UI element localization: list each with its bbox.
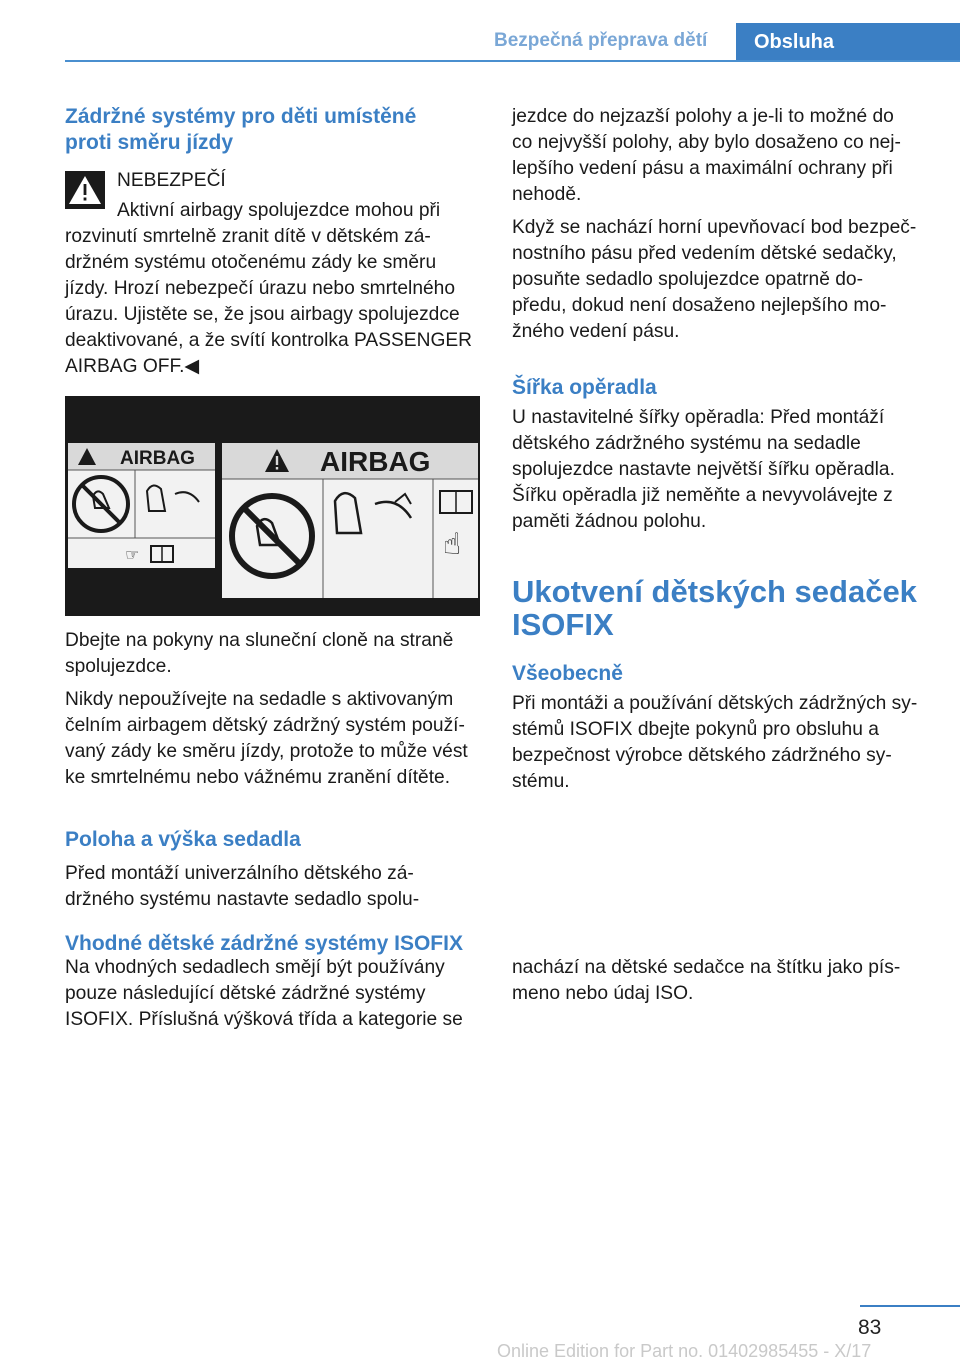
heading-line: proti směru jízdy	[65, 131, 234, 154]
text-line: nehodě.	[512, 184, 582, 205]
warning-line: držném systému otočenému zády ke směru	[65, 252, 437, 273]
warning-line: rozvinutí smrtelně zranit dítě v dětském zá‐	[65, 226, 431, 247]
text-line: stému.	[512, 771, 570, 792]
header-rule	[65, 60, 960, 62]
paragraph-sun-visor	[65, 628, 485, 680]
edition-note: Online Edition for Part no. 01402985455 - X/17	[497, 1341, 872, 1361]
text-line: ke smrtelnému nebo vážnému zranění dítěte.	[65, 767, 451, 788]
text-line: nachází na dětské sedačce na štítku jako pís‐	[512, 957, 901, 978]
text-line: Když se nachází horní upevňovací bod bezpeč‐	[512, 217, 917, 238]
text-line: nostního pásu před vedením dětské sedačky,	[512, 243, 897, 264]
text-line: U nastavitelné šířky opěradla: Před montáží	[512, 407, 885, 428]
text-line: žného vedení pásu.	[512, 321, 680, 342]
text-line: předu, dokud není dosaženo nejlepšího mo‐	[512, 295, 887, 316]
text-line: čelním airbagem dětský zádržný systém použí‐	[65, 715, 465, 736]
text-line: bezpečnost výrobce dětského zádržného sy‐	[512, 745, 892, 766]
text-line: meno nebo údaj ISO.	[512, 983, 694, 1004]
text-line: paměti žádnou polohu.	[512, 511, 707, 532]
warning-block	[65, 168, 485, 380]
heading-line: Zádržné systémy pro děti umístěné	[65, 105, 417, 128]
pointing-hand-icon: ☞	[125, 545, 140, 564]
warning-line: úrazu. Ujistěte se, že jsou airbagy spolujezdce	[65, 304, 460, 325]
warning-line: jízdy. Hrozí nebezpečí úrazu nebo smrtelného	[65, 278, 455, 299]
paragraph-seat-continued	[512, 104, 942, 208]
text-line: Dbejte na pokyny na sluneční cloně na straně	[65, 630, 454, 651]
paragraph-backrest-width	[512, 405, 942, 535]
paragraph-anchor-point	[512, 215, 942, 345]
text-line: Při montáži a používání dětských zádržných sy‐	[512, 693, 918, 714]
text-line: posuňte sedadlo spolujezdce opatrně do‐	[512, 269, 863, 290]
text-line: pouze následující dětské zádržné systémy	[65, 983, 426, 1004]
section-heading-suitable-isofix: Vhodné dětské zádržné systémy ISOFIX	[65, 932, 463, 955]
paragraph-general	[512, 691, 942, 795]
section-heading-backrest-width: Šířka opěradla	[512, 376, 657, 399]
text-line: Šířku opěradla již neměňte a nevyvolávejte z	[512, 485, 893, 506]
text-line: dětského zádržného systému na sedadle	[512, 433, 861, 454]
warning-line: deaktivované, a že svítí kontrolka PASSENGER	[65, 330, 473, 351]
warning-line: Aktivní airbagy spolujezdce mohou při	[117, 200, 441, 221]
left-column	[65, 104, 485, 156]
bottom-left-text	[65, 955, 495, 1033]
text-line: Nikdy nepoužívejte na sedadle s aktivovaným	[65, 689, 454, 710]
chapter-heading-isofix	[512, 575, 942, 641]
right-column	[512, 104, 942, 795]
text-line: jezdce do nejzazší polohy a je-li to možné do	[512, 106, 894, 127]
large-airbag-text: AIRBAG	[320, 446, 431, 477]
warning-title: NEBEZPEČÍ	[117, 170, 226, 191]
text-line: ISOFIX. Příslušná výšková třída a kategorie se	[65, 1009, 463, 1030]
section-heading-general: Všeobecně	[512, 662, 623, 685]
section-heading-seat-position: Poloha a výška sedadla	[65, 828, 301, 851]
heading-line: Ukotvení dětských sedaček	[512, 574, 917, 609]
header-section-title: Bezpečná přeprava dětí	[494, 30, 708, 51]
text-line: vaný zády ke směru jízdy, protože to může vést	[65, 741, 468, 762]
footer-rule	[860, 1305, 960, 1307]
airbag-label-figure	[65, 396, 480, 616]
heading-line: ISOFIX	[512, 607, 614, 642]
text-line: co nejvyšší polohy, aby bylo dosaženo co nej‐	[512, 132, 901, 153]
paragraph-seat-position	[65, 861, 485, 913]
text-line: stémů ISOFIX dbejte pokynů pro obsluhu a	[512, 719, 879, 740]
text-line: Před montáží univerzálního dětského zá‐	[65, 863, 414, 884]
section-heading-rear-facing	[65, 104, 485, 156]
header-chapter-tab: Obsluha	[736, 23, 960, 62]
text-line: držného systému nastavte sedadlo spolu‐	[65, 889, 420, 910]
warning-line: AIRBAG OFF.◀	[65, 356, 200, 377]
text-line: spolujezdce.	[65, 656, 172, 677]
page-number: 83	[858, 1316, 882, 1339]
bottom-right-text	[512, 955, 942, 1007]
text-line: spolujezdce nastavte největší šířku opěradla.	[512, 459, 895, 480]
left-column-lower	[65, 628, 485, 913]
paragraph-never-use	[65, 687, 485, 791]
text-line: Na vhodných sedadlech smějí být používány	[65, 957, 445, 978]
small-airbag-text: AIRBAG	[120, 448, 195, 469]
text-line: lepšího vedení pásu a maximální ochrany při	[512, 158, 893, 179]
large-pointing-hand-icon: ☝	[443, 527, 462, 562]
